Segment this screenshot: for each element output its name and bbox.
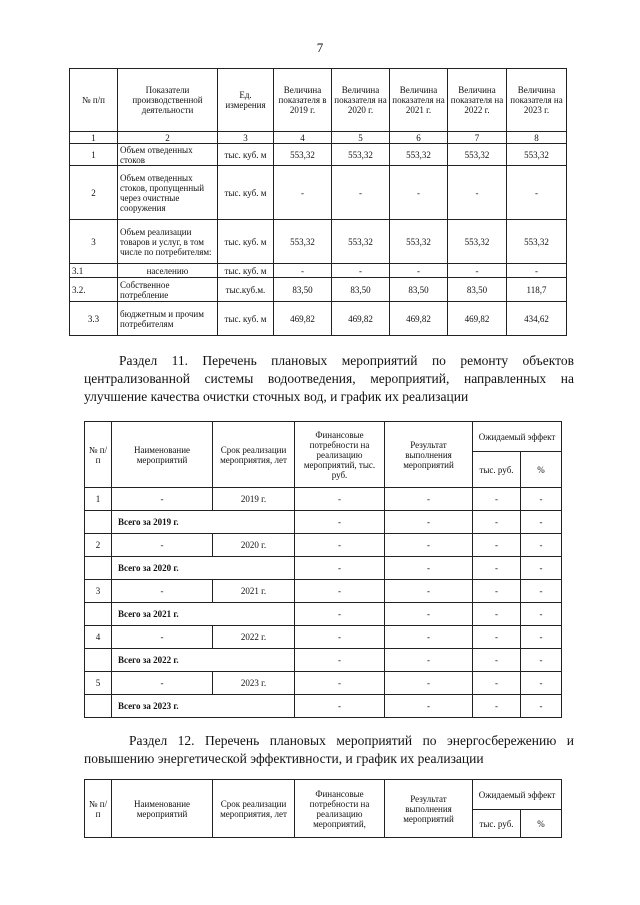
row-finance: - — [295, 580, 385, 603]
table-header-row — [70, 69, 567, 132]
row-finance: - — [295, 511, 385, 534]
row-num — [85, 603, 112, 626]
row-value: 553,32 — [390, 220, 448, 264]
header-2022: Величина показателя на 2022 г. — [448, 69, 507, 132]
index-cell: 3 — [218, 132, 274, 144]
row-finance: - — [295, 626, 385, 649]
row-value: 553,32 — [507, 220, 567, 264]
header-finance: Финансовые потребности на реализацию мероприятий, — [295, 780, 385, 838]
row-period: 2023 г. — [213, 672, 295, 695]
row-num: 2 — [85, 534, 112, 557]
row-num: 2 — [70, 166, 118, 220]
row-value: - — [507, 264, 567, 278]
row-num: 3.2. — [70, 278, 118, 302]
header-num: № п/п — [85, 780, 112, 838]
page-number: 7 — [316, 40, 324, 55]
table-row — [70, 166, 567, 220]
row-name: - — [112, 534, 213, 557]
row-period: 2020 г. — [213, 534, 295, 557]
row-total-label: Всего за 2023 г. — [112, 695, 295, 718]
row-result: - — [385, 580, 473, 603]
row-result: - — [385, 626, 473, 649]
row-value: 83,50 — [332, 278, 390, 302]
header-pct: % — [521, 810, 562, 838]
row-finance: - — [295, 603, 385, 626]
row-indicator: бюджетным и прочим потребителям — [118, 302, 218, 336]
header-unit: Ед. измерения — [218, 69, 274, 132]
row-indicator: Объем отведенных стоков, пропущенный через очистные сооружения — [118, 166, 218, 220]
header-result: Результат выполнения мероприятий — [385, 780, 473, 838]
row-result: - — [385, 511, 473, 534]
row-rub: - — [473, 580, 521, 603]
row-num: 3.3 — [70, 302, 118, 336]
row-value: 553,32 — [274, 144, 332, 166]
row-pct: - — [521, 626, 562, 649]
row-num: 1 — [70, 144, 118, 166]
header-2020: Величина показателя на 2020 г. — [332, 69, 390, 132]
table-row — [85, 672, 562, 695]
row-result: - — [385, 534, 473, 557]
row-rub: - — [473, 626, 521, 649]
row-pct: - — [521, 672, 562, 695]
row-finance: - — [295, 488, 385, 511]
row-period: 2022 г. — [213, 626, 295, 649]
header-num: № п/п — [85, 422, 112, 488]
row-finance: - — [295, 672, 385, 695]
row-name: - — [112, 488, 213, 511]
row-unit: тыс. куб. м — [218, 220, 274, 264]
header-indicator: Показатели производственной деятельности — [118, 69, 218, 132]
row-num: 3 — [70, 220, 118, 264]
row-value: 553,32 — [332, 220, 390, 264]
header-rub: тыс. руб. — [473, 452, 521, 488]
row-indicator: Объем реализации товаров и услуг, в том числе по потребителям: — [118, 220, 218, 264]
row-value: 83,50 — [390, 278, 448, 302]
production-indicators-table — [69, 68, 567, 336]
table-row — [85, 580, 562, 603]
header-name: Наименование мероприятий — [112, 780, 213, 838]
row-num — [85, 695, 112, 718]
row-unit: тыс. куб. м — [218, 144, 274, 166]
row-value: - — [507, 166, 567, 220]
row-num: 1 — [85, 488, 112, 511]
table-total-row — [85, 511, 562, 534]
row-total-label: Всего за 2021 г. — [112, 603, 295, 626]
row-value: 553,32 — [448, 220, 507, 264]
table-row — [85, 534, 562, 557]
repair-measures-table — [84, 421, 562, 718]
header-2021: Величина показателя на 2021 г. — [390, 69, 448, 132]
row-unit: тыс.куб.м. — [218, 278, 274, 302]
table-row — [70, 264, 567, 278]
table-row — [85, 626, 562, 649]
header-2019: Величина показателя в 2019 г. — [274, 69, 332, 132]
row-num: 4 — [85, 626, 112, 649]
row-rub: - — [473, 603, 521, 626]
header-effect: Ожидаемый эффект — [473, 422, 562, 452]
row-pct: - — [521, 511, 562, 534]
row-num: 3 — [85, 580, 112, 603]
row-indicator: населению — [118, 264, 218, 278]
row-value: - — [390, 166, 448, 220]
row-rub: - — [473, 557, 521, 580]
row-value: 553,32 — [448, 144, 507, 166]
row-value: 469,82 — [390, 302, 448, 336]
row-value: 553,32 — [274, 220, 332, 264]
header-effect: Ожидаемый эффект — [473, 780, 562, 810]
header-finance: Финансовые потребности на реализацию мероприятий, тыс. руб. — [295, 422, 385, 488]
row-pct: - — [521, 603, 562, 626]
row-num — [85, 649, 112, 672]
table-total-row — [85, 695, 562, 718]
row-name: - — [112, 580, 213, 603]
table-total-row — [85, 557, 562, 580]
row-pct: - — [521, 580, 562, 603]
row-value: 553,32 — [332, 144, 390, 166]
row-unit: тыс. куб. м — [218, 166, 274, 220]
row-pct: - — [521, 649, 562, 672]
table-row — [70, 220, 567, 264]
column-index-row — [70, 132, 567, 144]
row-rub: - — [473, 534, 521, 557]
table-row — [70, 278, 567, 302]
header-result: Результат выполнения мероприятий — [385, 422, 473, 488]
row-value: - — [332, 264, 390, 278]
header-period: Срок реализации мероприятия, лет — [213, 422, 295, 488]
row-value: 469,82 — [274, 302, 332, 336]
index-cell: 2 — [118, 132, 218, 144]
row-indicator: Объем отведенных стоков — [118, 144, 218, 166]
header-2023: Величина показателя на 2023 г. — [507, 69, 567, 132]
index-cell: 1 — [70, 132, 118, 144]
energy-saving-table — [84, 779, 562, 838]
row-rub: - — [473, 649, 521, 672]
row-value: 118,7 — [507, 278, 567, 302]
row-finance: - — [295, 649, 385, 672]
row-value: 553,32 — [507, 144, 567, 166]
section-12-title: Раздел 12. Перечень плановых мероприятий по энергосбережению и повышению энергетической эффективности, и график их реализации — [84, 733, 574, 766]
index-cell: 7 — [448, 132, 507, 144]
index-cell: 6 — [390, 132, 448, 144]
row-value: - — [448, 264, 507, 278]
row-value: 469,82 — [448, 302, 507, 336]
row-unit: тыс. куб. м — [218, 302, 274, 336]
row-value: 469,82 — [332, 302, 390, 336]
row-finance: - — [295, 534, 385, 557]
row-total-label: Всего за 2020 г. — [112, 557, 295, 580]
row-result: - — [385, 649, 473, 672]
row-result: - — [385, 488, 473, 511]
header-name: Наименование мероприятий — [112, 422, 213, 488]
row-num — [85, 511, 112, 534]
row-finance: - — [295, 695, 385, 718]
header-num: № п/п — [70, 69, 118, 132]
row-total-label: Всего за 2019 г. — [112, 511, 295, 534]
row-num — [85, 557, 112, 580]
index-cell: 4 — [274, 132, 332, 144]
row-value: - — [274, 264, 332, 278]
row-pct: - — [521, 695, 562, 718]
row-result: - — [385, 672, 473, 695]
table-total-row — [85, 649, 562, 672]
row-result: - — [385, 557, 473, 580]
row-rub: - — [473, 695, 521, 718]
row-value: - — [274, 166, 332, 220]
index-cell: 5 — [332, 132, 390, 144]
table-total-row — [85, 603, 562, 626]
row-value: 434,62 — [507, 302, 567, 336]
table-header-row — [85, 780, 562, 810]
header-pct: % — [521, 452, 562, 488]
row-value: - — [448, 166, 507, 220]
row-result: - — [385, 603, 473, 626]
index-cell: 8 — [507, 132, 567, 144]
row-period: 2019 г. — [213, 488, 295, 511]
row-result: - — [385, 695, 473, 718]
table-row — [70, 144, 567, 166]
row-num: 3.1 — [70, 264, 118, 278]
row-period: 2021 г. — [213, 580, 295, 603]
row-pct: - — [521, 534, 562, 557]
row-num: 5 — [85, 672, 112, 695]
row-value: 553,32 — [390, 144, 448, 166]
row-value: - — [332, 166, 390, 220]
row-indicator: Собственное потребление — [118, 278, 218, 302]
header-rub: тыс. руб. — [473, 810, 521, 838]
row-rub: - — [473, 511, 521, 534]
row-name: - — [112, 626, 213, 649]
row-rub: - — [473, 488, 521, 511]
header-period: Срок реализации мероприятия, лет — [213, 780, 295, 838]
table-header-row — [85, 422, 562, 452]
row-value: 83,50 — [448, 278, 507, 302]
row-total-label: Всего за 2022 г. — [112, 649, 295, 672]
row-name: - — [112, 672, 213, 695]
row-value: 83,50 — [274, 278, 332, 302]
table-row — [70, 302, 567, 336]
table-row — [85, 488, 562, 511]
row-unit: тыс. куб. м — [218, 264, 274, 278]
row-pct: - — [521, 557, 562, 580]
section-11-title: Раздел 11. Перечень плановых мероприятий по ремонту объектов централизованной системы водоотведения, мероприятий, направленных на улучшение качества очистки сточных вод, и график их реализации — [84, 353, 574, 404]
row-rub: - — [473, 672, 521, 695]
row-finance: - — [295, 557, 385, 580]
row-value: - — [390, 264, 448, 278]
row-pct: - — [521, 488, 562, 511]
